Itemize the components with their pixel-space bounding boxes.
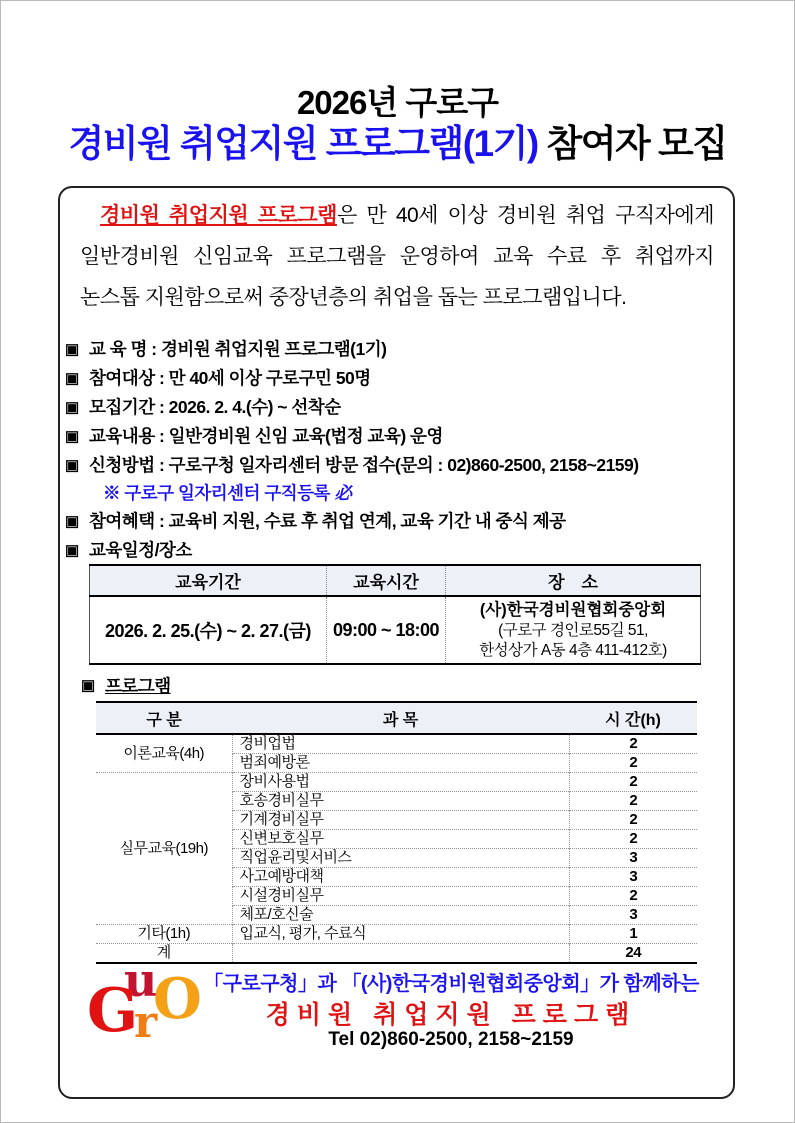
logo-letter-g: G: [87, 976, 139, 1046]
place-address-2: 한성상가 A동 4층 411-412호): [479, 641, 667, 659]
document-title-line1: 2026년 구로구: [296, 84, 499, 121]
total-label: 계: [96, 944, 232, 964]
list-item-text: 교육일정/장소: [89, 540, 192, 560]
logo-letter-r: r: [134, 997, 158, 1048]
hours-cell: 2: [569, 773, 697, 792]
list-item-benefits: [65, 507, 725, 536]
place-address-1: (구로구 경인로55길 51,: [498, 621, 648, 639]
list-item-schedule-place: [65, 536, 725, 565]
square-bullet-icon: ▣: [65, 428, 79, 445]
table-row: [96, 734, 697, 754]
subject-cell: 신변보호실무: [232, 830, 569, 849]
subject-cell: 기계경비실무: [232, 811, 569, 830]
list-item-text: 참여혜택 : 교육비 지원, 수료 후 취업 연계, 교육 기간 내 중식 제공: [89, 511, 566, 531]
schedule-time: 09:00 ~ 18:00: [327, 596, 446, 664]
subject-cell: 범죄예방론: [232, 754, 569, 773]
hours-cell: 3: [569, 868, 697, 887]
total-hours: 24: [569, 944, 697, 964]
hours-cell: 1: [569, 925, 697, 944]
hours-cell: 2: [569, 734, 697, 754]
guro-gu-logo: [87, 953, 205, 1065]
program-header-hours: 시 간(h): [569, 702, 697, 734]
intro-line-3: 논스톱 지원함으로써 중장년층의 취업을 돕는 프로그램입니다.: [80, 286, 627, 309]
intro-line-1-rest: 은 만 40세 이상 경비원 취업 구직자에게: [336, 204, 714, 227]
list-item-target: [65, 364, 725, 393]
schedule-place: [446, 596, 701, 664]
list-item-apply-method: [65, 451, 725, 480]
program-label-text: 프로그램: [105, 676, 171, 696]
subject-cell: 입교식, 평가, 수료식: [232, 925, 569, 944]
square-bullet-icon: ▣: [65, 370, 79, 387]
intro-line-1: [80, 195, 714, 236]
footer-phone: Tel 02)860-2500, 2158~2159: [328, 1029, 574, 1050]
subject-cell: 시설경비실무: [232, 887, 569, 906]
square-bullet-icon: ▣: [65, 513, 79, 530]
list-item-text: 신청방법 : 구로구청 일자리센터 방문 접수(문의 : 02)860-2500, 2158~2159): [89, 455, 639, 475]
total-empty-cell: [232, 944, 569, 964]
subject-cell: 장비사용법: [232, 773, 569, 792]
square-bullet-icon: ▣: [81, 677, 95, 694]
footer-program-name: 경비원 취업지원 프로그램: [265, 1001, 637, 1029]
subject-cell: 직업윤리및서비스: [232, 849, 569, 868]
schedule-header-period: 교육기간: [90, 565, 327, 596]
subject-cell: 사고예방대책: [232, 868, 569, 887]
list-item-text: 교육내용 : 일반경비원 신임 교육(법정 교육) 운영: [89, 426, 443, 446]
list-item-course-name: [65, 335, 725, 364]
category-theory: 이론교육(4h): [96, 734, 232, 773]
schedule-header-place: 장 소: [446, 565, 701, 596]
hours-cell: 2: [569, 792, 697, 811]
hours-cell: 3: [569, 906, 697, 925]
table-row: [96, 773, 697, 792]
note-text: ※ 구로구 일자리센터 구직등록: [103, 483, 335, 503]
list-note-registration: [65, 480, 725, 507]
schedule-header-time: 교육시간: [327, 565, 446, 596]
schedule-table: [89, 564, 701, 665]
subject-cell: 체포/호신술: [232, 906, 569, 925]
subject-cell: 경비업법: [232, 734, 569, 754]
hours-cell: 2: [569, 754, 697, 773]
place-name: (사)한국경비원협회중앙회: [479, 600, 667, 619]
table-row: [96, 925, 697, 944]
square-bullet-icon: ▣: [65, 457, 79, 474]
schedule-header-row: [90, 565, 701, 596]
list-item-content: [65, 422, 725, 451]
intro-highlight: 경비원 취업지원 프로그램: [100, 204, 337, 227]
program-section-label: [81, 673, 171, 699]
category-practice: 실무교육(19h): [96, 773, 232, 925]
logo-letter-u: u: [124, 953, 158, 1007]
document-title-line2: [1, 113, 794, 167]
program-header-row: [96, 702, 697, 734]
logo-letter-o: O: [153, 966, 202, 1032]
title-program-name: 경비원 취업지원 프로그램(1기): [68, 123, 538, 164]
hours-cell: 2: [569, 830, 697, 849]
subject-cell: 호송경비실무: [232, 792, 569, 811]
hours-cell: 3: [569, 849, 697, 868]
program-table: [96, 701, 697, 964]
hours-cell: 2: [569, 887, 697, 906]
footer-partners-line: 「구로구청」과 「(사)한국경비원협회중앙회」가 함께하는: [203, 973, 699, 995]
list-item-text: 교 육 명 : 경비원 취업지원 프로그램(1기): [89, 339, 387, 359]
schedule-period: 2026. 2. 25.(수) ~ 2. 27.(금): [105, 621, 311, 641]
category-etc: 기타(1h): [96, 925, 232, 944]
info-list: [65, 335, 725, 565]
list-item-text: 참여대상 : 만 40세 이상 구로구민 50명: [89, 368, 371, 388]
square-bullet-icon: ▣: [65, 341, 79, 358]
program-header-category: 구 분: [96, 702, 232, 734]
note-emphasis: 必: [334, 483, 352, 503]
intro-line-2: 일반경비원 신임교육 프로그램을 운영하여 교육 수료 후 취업까지: [80, 245, 714, 268]
hours-cell: 2: [569, 811, 697, 830]
list-item-text: 모집기간 : 2026. 2. 4.(수) ~ 선착순: [89, 397, 341, 417]
square-bullet-icon: ▣: [65, 399, 79, 416]
square-bullet-icon: ▣: [65, 542, 79, 559]
program-header-subject: 과 목: [232, 702, 569, 734]
intro-paragraph: [80, 195, 714, 318]
list-item-recruit-period: [65, 393, 725, 422]
title-suffix: 참여자 모집: [537, 123, 727, 164]
schedule-data-row: [90, 596, 701, 664]
